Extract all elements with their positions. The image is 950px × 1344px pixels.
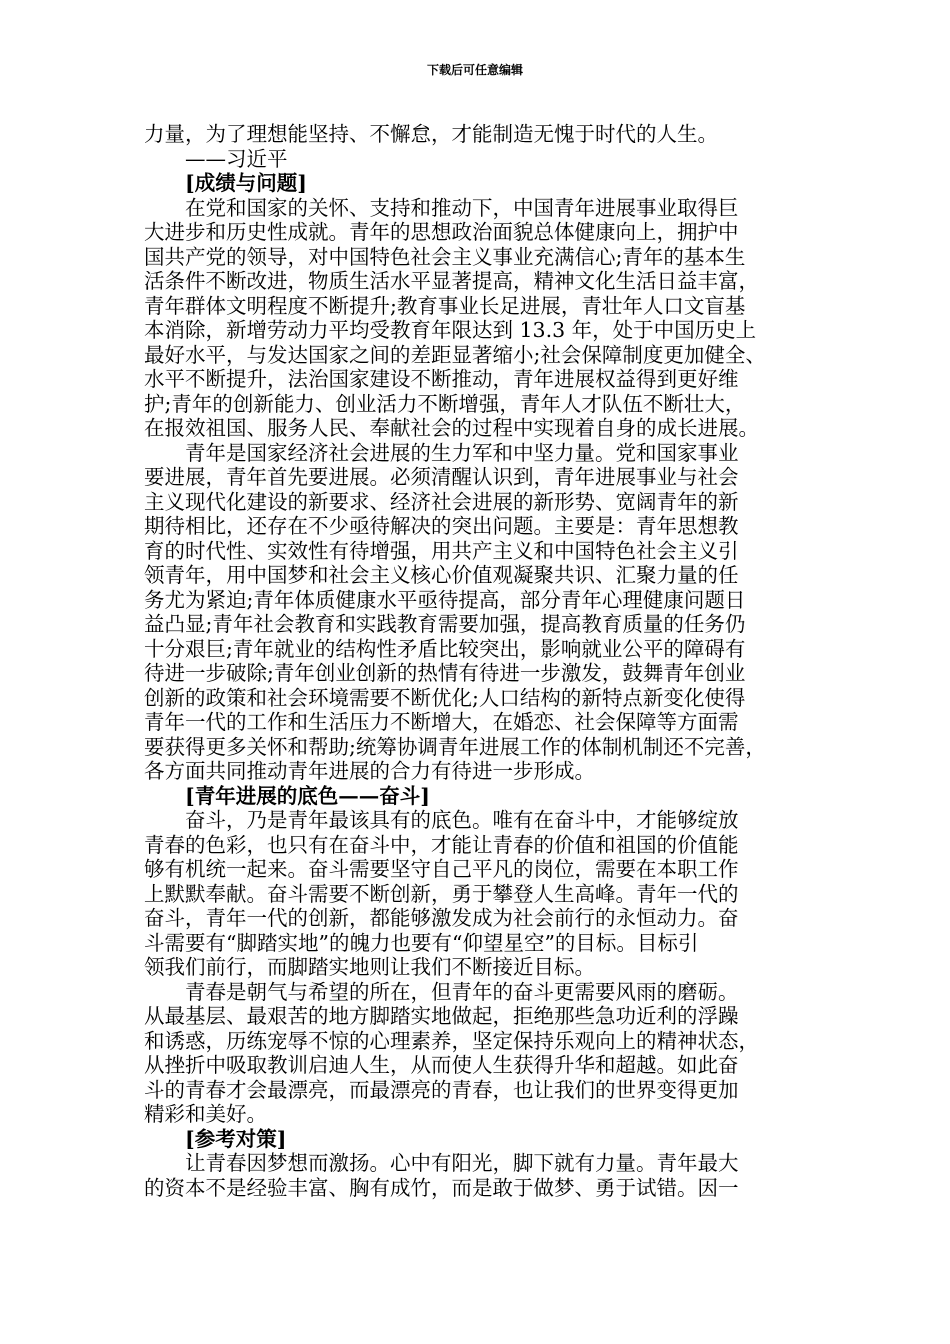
section-heading: [青年进展的底色——奋斗] xyxy=(185,783,430,808)
text-line: 和诱惑，历练宠辱不惊的心理素养，坚定保持乐观向上的精神状态， xyxy=(144,1028,759,1053)
text-line: 要获得更多关怀和帮助;统筹协调青年进展工作的体制机制还不完善， xyxy=(144,734,766,759)
section-heading: [成绩与问题] xyxy=(185,171,307,195)
text-line: 从最基层、最艰苦的地方脚踏实地做起，拒绝那些急功近利的浮躁 xyxy=(144,1004,739,1028)
text-line: 各方面共同推动青年进展的合力有待进一步形成。 xyxy=(144,759,595,783)
text-line: 期待相比，还存在不少亟待解决的突出问题。主要是：青年思想教 xyxy=(144,514,739,538)
text-line: 斗的青春才会最漂亮，而最漂亮的青春，也让我们的世界变得更加 xyxy=(144,1077,739,1102)
text-line: 斗需要有“脚踏实地”的魄力也要有“仰望星空”的目标。目标引 xyxy=(144,930,699,955)
text-line: 十分艰巨;青年就业的结构性矛盾比较突出，影响就业公平的障碍有 xyxy=(144,636,746,661)
text-line: ——习近平 xyxy=(185,146,288,171)
text-line: 活条件不断改进，物质生活水平显著提高，精神文化生活日益丰富， xyxy=(144,269,759,293)
text-line: 待进一步破除;青年创业创新的热情有待进一步激发，鼓舞青年创业 xyxy=(144,661,746,685)
text-line: 创新的政策和社会环境需要不断优化;人口结构的新特点新变化使得 xyxy=(144,685,746,710)
text-line: 育的时代性、实效性有待增强，用共产主义和中国特色社会主义引 xyxy=(144,538,739,563)
text-line: 最好水平，与发达国家之间的差距显著缩小;社会保障制度更加健全、 xyxy=(144,342,766,367)
text-line: 在报效祖国、服务人民、奉献社会的过程中实现着自身的成长进展。 xyxy=(144,416,759,440)
text-line: 大进步和历史性成就。青年的思想政治面貌总体健康向上，拥护中 xyxy=(144,220,739,244)
text-line: 益凸显;青年社会教育和实践教育需要加强，提高教育质量的任务仍 xyxy=(144,612,746,636)
text-line: 的资本不是经验丰富、胸有成竹，而是敢于做梦、勇于试错。因一 xyxy=(144,1175,739,1200)
text-line: 奋斗，青年一代的创新，都能够激发成为社会前行的永恒动力。奋 xyxy=(144,906,739,930)
text-line: 青春是朝气与希望的所在，但青年的奋斗更需要风雨的磨砺。 xyxy=(185,979,739,1004)
text-line: 要进展，青年首先要进展。必须清醒认识到，青年进展事业与社会 xyxy=(144,465,739,489)
text-line: 够有机统一起来。奋斗需要坚守自己平凡的岗位，需要在本职工作 xyxy=(144,857,739,881)
text-line: 领青年，用中国梦和社会主义核心价值观凝聚共识、汇聚力量的任 xyxy=(144,563,739,587)
text-line: 青年一代的工作和生活压力不断增大，在婚恋、社会保障等方面需 xyxy=(144,710,739,734)
text-line: 力量，为了理想能坚持、不懈怠，才能制造无愧于时代的人生。 xyxy=(144,122,718,146)
text-line: 从挫折中吸取教训启迪人生，从而使人生获得升华和超越。如此奋 xyxy=(144,1053,739,1077)
text-line: 主义现代化建设的新要求、经济社会进展的新形势、宽阔青年的新 xyxy=(144,489,739,514)
text-line: 青年群体文明程度不断提升;教育事业长足进展，青壮年人口文盲基 xyxy=(144,293,746,318)
text-line: 本消除，新增劳动力平均受教育年限达到 13.3 年，处于中国历史上 xyxy=(144,318,757,342)
document-body xyxy=(144,122,812,1200)
text-line: 领我们前行，而脚踏实地则让我们不断接近目标。 xyxy=(144,955,595,979)
text-line: 国共产党的领导，对中国特色社会主义事业充满信心;青年的基本生 xyxy=(144,244,746,269)
text-line: 青年是国家经济社会进展的生力军和中坚力量。党和国家事业 xyxy=(185,440,739,465)
text-line: 精彩和美好。 xyxy=(144,1102,267,1126)
text-line: 水平不断提升，法治国家建设不断推动，青年进展权益得到更好维 xyxy=(144,367,739,391)
text-line: 护;青年的创新能力、创业活力不断增强，青年人才队伍不断壮大， xyxy=(144,391,746,416)
text-line: 奋斗，乃是青年最该具有的底色。唯有在奋斗中，才能够绽放 xyxy=(185,808,739,832)
text-line: 上默默奉献。奋斗需要不断创新，勇于攀登人生高峰。青年一代的 xyxy=(144,881,739,906)
text-line: 青春的色彩，也只有在奋斗中，才能让青春的价值和祖国的价值能 xyxy=(144,832,739,857)
text-line: 让青春因梦想而激扬。心中有阳光，脚下就有力量。青年最大 xyxy=(185,1151,739,1175)
text-line: 在党和国家的关怀、支持和推动下，中国青年进展事业取得巨 xyxy=(185,195,739,220)
section-heading: [参考对策] xyxy=(185,1126,287,1151)
page-header: 下载后可任意编辑 xyxy=(426,63,523,77)
text-line: 务尤为紧迫;青年体质健康水平亟待提高，部分青年心理健康问题日 xyxy=(144,587,746,612)
